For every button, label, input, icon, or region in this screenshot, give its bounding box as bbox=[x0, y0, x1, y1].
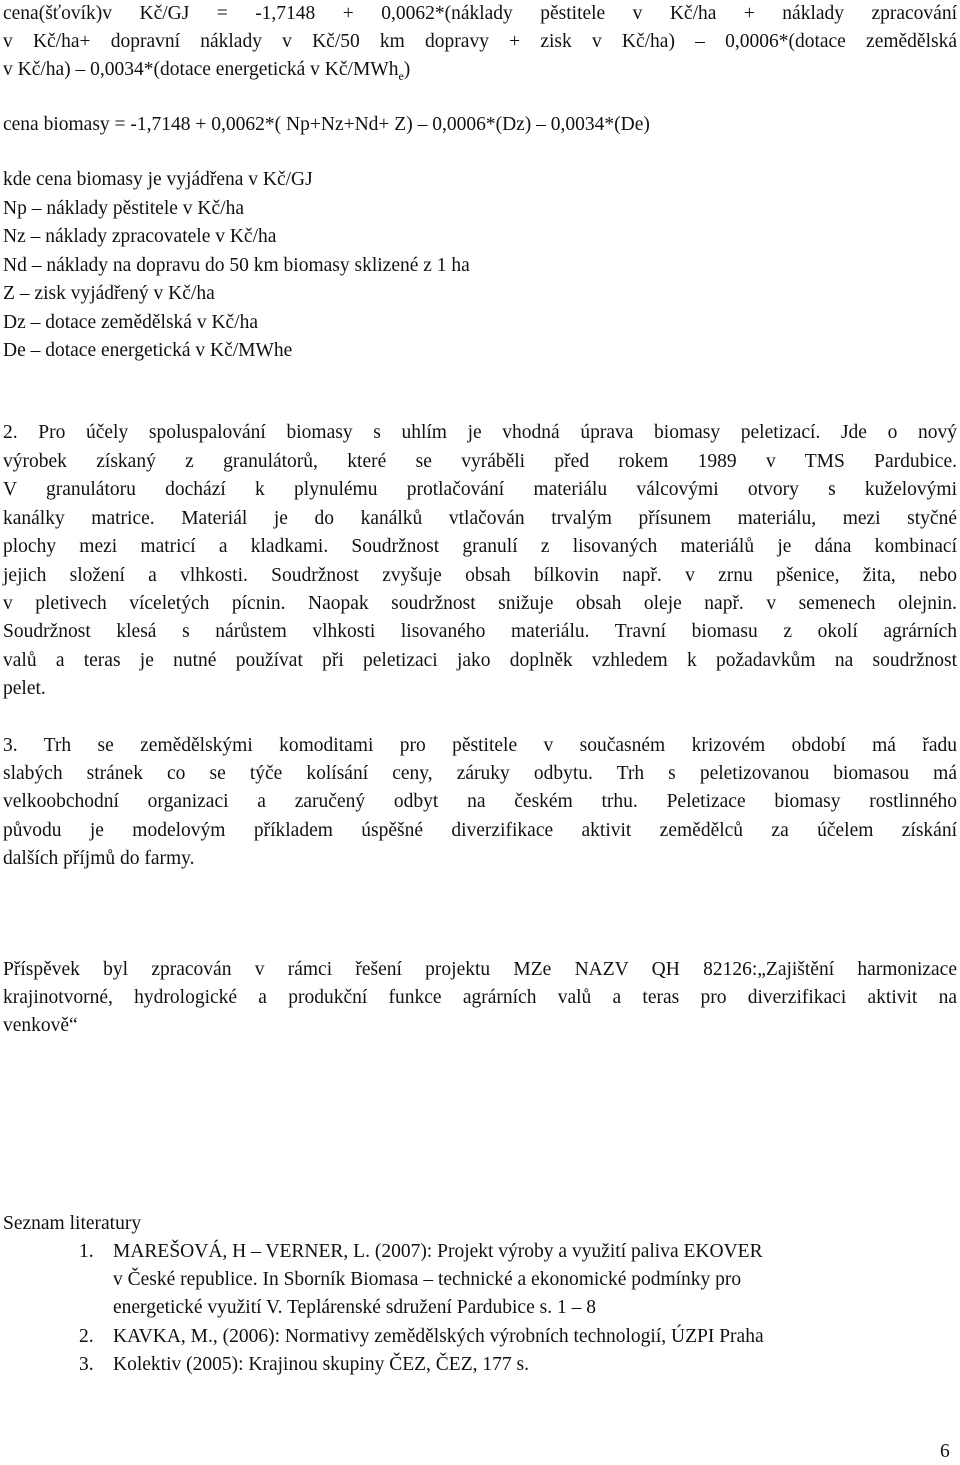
acknowledgement-line: venkově“ bbox=[3, 1015, 78, 1036]
paragraph-line: Soudržnost klesá s nárůstem vlhkosti lisovaného materiálu. Travní biomasu z okolí agrárních bbox=[3, 621, 957, 642]
paragraph-line: kanálky matrice. Materiál je do kanálků vtlačován trvalým přísunem materiálu, mezi styčné bbox=[3, 508, 957, 529]
definition-line: De – dotace energetická v Kč/MWhe bbox=[3, 340, 293, 361]
definition-line: Nz – náklady zpracovatele v Kč/ha bbox=[3, 226, 277, 247]
formula-short: cena biomasy = -1,7148 + 0,0062*( Np+Nz+Nd+ Z) – 0,0006*(Dz) – 0,0034*(De) bbox=[3, 114, 650, 135]
acknowledgement-line: Příspěvek byl zpracován v rámci řešení projektu MZe NAZV QH 82126:„Zajištění harmonizace bbox=[3, 959, 957, 980]
acknowledgement-line: krajinotvorné, hydrologické a produkční funkce agrárních valů a teras pro diverzifikaci aktivit na bbox=[3, 987, 957, 1008]
paragraph-line: výrobek získaný z granulátorů, které se vyráběli před rokem 1989 v TMS Pardubice. bbox=[3, 451, 957, 472]
paragraph-line: valů a teras je nutné používat při peletizaci jako doplněk vzhledem k požadavkům na soudržnost bbox=[3, 650, 957, 671]
reference-line: v České republice. In Sborník Biomasa – technické a ekonomické podmínky pro bbox=[113, 1269, 742, 1290]
references-heading: Seznam literatury bbox=[3, 1213, 142, 1234]
paragraph-line: jejich složení a vlhkosti. Soudržnost zvyšuje obsah bílkovin např. v zrnu pšenice, žita, nebo bbox=[3, 565, 957, 586]
paragraph-line: dalších příjmů do farmy. bbox=[3, 848, 195, 869]
reference-line: Kolektiv (2005): Krajinou skupiny ČEZ, ČEZ, 177 s. bbox=[113, 1354, 529, 1375]
definition-line: kde cena biomasy je vyjádřena v Kč/GJ bbox=[3, 169, 313, 190]
paragraph-line: velkoobchodní organizaci a zaručený odbyt na českém trhu. Peletizace biomasy rostlinného bbox=[3, 791, 957, 812]
paragraph-line: 3. Trh se zemědělskými komoditami pro pěstitele v současném krizovém období má řadu bbox=[3, 735, 957, 756]
formula-line: v Kč/ha+ dopravní náklady v Kč/50 km dopravy + zisk v Kč/ha) – 0,0006*(dotace zemědělská bbox=[3, 31, 957, 52]
definition-line: Nd – náklady na dopravu do 50 km biomasy sklizené z 1 ha bbox=[3, 255, 470, 276]
formula-subscript: e bbox=[398, 68, 404, 83]
reference-line: MAREŠOVÁ, H – VERNER, L. (2007): Projekt výroby a využití paliva EKOVER bbox=[113, 1241, 763, 1262]
paragraph-line: původu je modelovým příkladem úspěšné diverzifikace aktivit zemědělců za účelem získání bbox=[3, 820, 957, 841]
paragraph-line: V granulátoru dochází k plynulému protlačování materiálu válcovými otvory s kuželovými bbox=[3, 479, 957, 500]
page-number: 6 bbox=[940, 1441, 950, 1462]
paragraph-line: slabých stránek co se týče kolísání ceny, záruky odbytu. Trh s peletizovanou biomasou má bbox=[3, 763, 957, 784]
formula-line-text: v Kč/ha) – 0,0034*(dotace energetická v Kč/MWh bbox=[3, 59, 399, 80]
definition-line: Dz – dotace zemědělská v Kč/ha bbox=[3, 312, 259, 333]
reference-line: energetické využití V. Teplárenské sdružení Pardubice s. 1 – 8 bbox=[113, 1297, 596, 1318]
paragraph-line: plochy mezi matricí a kladkami. Soudržnost granulí z lisovaných materiálů je dána kombinací bbox=[3, 536, 957, 557]
definition-line: Z – zisk vyjádřený v Kč/ha bbox=[3, 283, 215, 304]
formula-line bbox=[3, 59, 411, 83]
formula-line-end: ) bbox=[403, 59, 411, 80]
reference-number: 3. bbox=[79, 1354, 94, 1375]
definition-line: Np – náklady pěstitele v Kč/ha bbox=[3, 198, 244, 219]
paragraph-line: v pletivech víceletých pícnin. Naopak soudržnost snižuje obsah oleje např. v semenech olejnin. bbox=[3, 593, 957, 614]
formula-line: cena(šťovík)v Kč/GJ = -1,7148 + 0,0062*(náklady pěstitele v Kč/ha + náklady zpracování bbox=[3, 3, 957, 24]
reference-number: 2. bbox=[79, 1326, 94, 1347]
paragraph-line: 2. Pro účely spoluspalování biomasy s uhlím je vhodná úprava biomasy peletizací. Jde o nový bbox=[3, 422, 957, 443]
paragraph-line: pelet. bbox=[3, 678, 46, 699]
reference-line: KAVKA, M., (2006): Normativy zemědělských výrobních technologií, ÚZPI Praha bbox=[113, 1326, 764, 1347]
reference-number: 1. bbox=[79, 1241, 94, 1262]
